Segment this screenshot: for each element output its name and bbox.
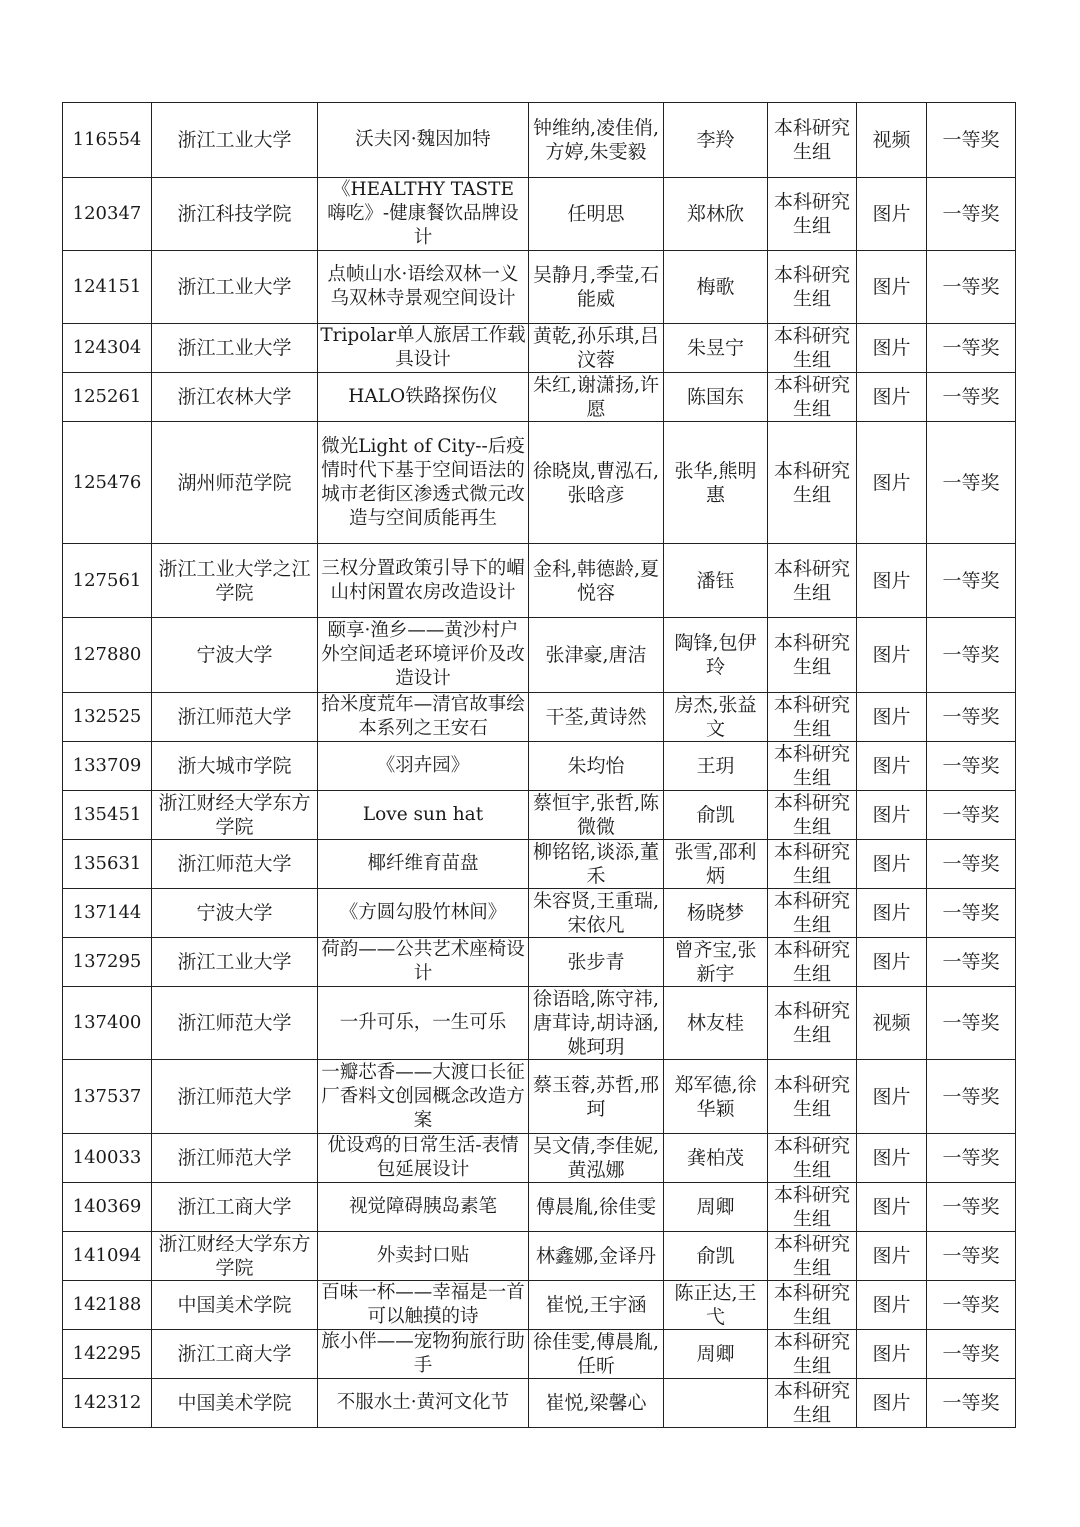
group-cell: 本科研究生组	[768, 987, 857, 1060]
work-title-cell: 椰纤维育苗盘	[318, 840, 529, 889]
advisor-cell: 陈正达,王弋	[664, 1281, 768, 1330]
award-cell: 一等奖	[927, 1183, 1016, 1232]
authors-cell: 任明思	[529, 178, 664, 251]
entry-id-cell: 135631	[63, 840, 152, 889]
table-row	[63, 742, 1016, 791]
group-cell: 本科研究生组	[768, 1281, 857, 1330]
work-type-cell: 图片	[857, 840, 927, 889]
work-type-cell: 图片	[857, 791, 927, 840]
work-title-cell: 沃夫冈·魏因加特	[318, 103, 529, 178]
award-cell: 一等奖	[927, 1281, 1016, 1330]
award-cell: 一等奖	[927, 251, 1016, 324]
school-cell: 湖州师范学院	[152, 422, 318, 544]
group-cell: 本科研究生组	[768, 1232, 857, 1281]
work-title-cell: 三权分置政策引导下的嵋山村闲置农房改造设计	[318, 544, 529, 618]
authors-cell: 张步青	[529, 938, 664, 987]
award-table	[62, 102, 1016, 1428]
school-cell: 浙江师范大学	[152, 840, 318, 889]
entry-id-cell: 142312	[63, 1379, 152, 1428]
work-type-cell: 图片	[857, 742, 927, 791]
award-cell: 一等奖	[927, 373, 1016, 422]
table-row	[63, 987, 1016, 1060]
award-cell: 一等奖	[927, 324, 1016, 373]
award-table-body	[63, 103, 1016, 1428]
work-type-cell: 图片	[857, 889, 927, 938]
award-cell: 一等奖	[927, 938, 1016, 987]
entry-id-cell: 142188	[63, 1281, 152, 1330]
entry-id-cell: 141094	[63, 1232, 152, 1281]
work-title-cell: 百味一杯——幸福是一首可以触摸的诗	[318, 1281, 529, 1330]
authors-cell: 崔悦,梁馨心	[529, 1379, 664, 1428]
advisor-cell: 林友桂	[664, 987, 768, 1060]
entry-id-cell: 142295	[63, 1330, 152, 1379]
advisor-cell: 王玥	[664, 742, 768, 791]
award-cell: 一等奖	[927, 987, 1016, 1060]
work-title-cell: Love sun hat	[318, 791, 529, 840]
school-cell: 浙江师范大学	[152, 987, 318, 1060]
authors-cell: 金科,韩德龄,夏悦容	[529, 544, 664, 618]
work-type-cell: 图片	[857, 693, 927, 742]
work-type-cell: 视频	[857, 103, 927, 178]
advisor-cell	[664, 1379, 768, 1428]
authors-cell: 林鑫娜,金译丹	[529, 1232, 664, 1281]
authors-cell: 徐晓岚,曹泓石,张晗彦	[529, 422, 664, 544]
work-title-cell: 微光Light of City--后疫情时代下基于空间语法的城市老街区渗透式微元改造与空间质能再生	[318, 422, 529, 544]
authors-cell: 干荃,黄诗然	[529, 693, 664, 742]
award-cell: 一等奖	[927, 618, 1016, 693]
work-title-cell: 拾米度荒年—清官故事绘本系列之王安石	[318, 693, 529, 742]
authors-cell: 张津豪,唐洁	[529, 618, 664, 693]
award-cell: 一等奖	[927, 742, 1016, 791]
award-list-page	[62, 102, 1016, 1428]
school-cell: 浙大城市学院	[152, 742, 318, 791]
group-cell: 本科研究生组	[768, 742, 857, 791]
award-cell: 一等奖	[927, 889, 1016, 938]
school-cell: 中国美术学院	[152, 1379, 318, 1428]
authors-cell: 朱均怡	[529, 742, 664, 791]
advisor-cell: 周卿	[664, 1183, 768, 1232]
entry-id-cell: 137537	[63, 1060, 152, 1134]
entry-id-cell: 125476	[63, 422, 152, 544]
advisor-cell: 李羚	[664, 103, 768, 178]
work-title-cell: 一升可乐，一生可乐	[318, 987, 529, 1060]
school-cell: 浙江工业大学	[152, 251, 318, 324]
authors-cell: 傅晨胤,徐佳雯	[529, 1183, 664, 1232]
table-row	[63, 373, 1016, 422]
advisor-cell: 潘钰	[664, 544, 768, 618]
table-row	[63, 1060, 1016, 1134]
advisor-cell: 俞凯	[664, 1232, 768, 1281]
work-title-cell: 点帧山水·语绘双林一义乌双林寺景观空间设计	[318, 251, 529, 324]
advisor-cell: 俞凯	[664, 791, 768, 840]
award-cell: 一等奖	[927, 178, 1016, 251]
group-cell: 本科研究生组	[768, 373, 857, 422]
entry-id-cell: 125261	[63, 373, 152, 422]
table-row	[63, 791, 1016, 840]
table-row	[63, 422, 1016, 544]
work-title-cell: 《方圆勾股竹林间》	[318, 889, 529, 938]
work-type-cell: 图片	[857, 618, 927, 693]
group-cell: 本科研究生组	[768, 693, 857, 742]
table-row	[63, 840, 1016, 889]
entry-id-cell: 133709	[63, 742, 152, 791]
award-cell: 一等奖	[927, 1330, 1016, 1379]
award-cell: 一等奖	[927, 422, 1016, 544]
advisor-cell: 房杰,张益文	[664, 693, 768, 742]
school-cell: 浙江科技学院	[152, 178, 318, 251]
work-type-cell: 图片	[857, 1232, 927, 1281]
school-cell: 浙江工业大学	[152, 938, 318, 987]
work-type-cell: 图片	[857, 1183, 927, 1232]
work-title-cell: 颐享·渔乡——黄沙村户外空间适老环境评价及改造设计	[318, 618, 529, 693]
authors-cell: 蔡玉蓉,苏哲,邢珂	[529, 1060, 664, 1134]
entry-id-cell: 127880	[63, 618, 152, 693]
group-cell: 本科研究生组	[768, 251, 857, 324]
table-row	[63, 1281, 1016, 1330]
table-row	[63, 103, 1016, 178]
group-cell: 本科研究生组	[768, 791, 857, 840]
group-cell: 本科研究生组	[768, 889, 857, 938]
table-row	[63, 544, 1016, 618]
advisor-cell: 陈国东	[664, 373, 768, 422]
entry-id-cell: 127561	[63, 544, 152, 618]
table-row	[63, 889, 1016, 938]
group-cell: 本科研究生组	[768, 1330, 857, 1379]
group-cell: 本科研究生组	[768, 544, 857, 618]
advisor-cell: 张华,熊明惠	[664, 422, 768, 544]
school-cell: 浙江工商大学	[152, 1183, 318, 1232]
work-type-cell: 图片	[857, 1134, 927, 1183]
entry-id-cell: 135451	[63, 791, 152, 840]
work-type-cell: 图片	[857, 1281, 927, 1330]
work-title-cell: HALO铁路探伤仪	[318, 373, 529, 422]
award-cell: 一等奖	[927, 1060, 1016, 1134]
award-cell: 一等奖	[927, 1379, 1016, 1428]
work-title-cell: 外卖封口贴	[318, 1232, 529, 1281]
school-cell: 浙江农林大学	[152, 373, 318, 422]
group-cell: 本科研究生组	[768, 178, 857, 251]
authors-cell: 黄乾,孙乐琪,吕汶蓉	[529, 324, 664, 373]
group-cell: 本科研究生组	[768, 938, 857, 987]
group-cell: 本科研究生组	[768, 840, 857, 889]
table-row	[63, 324, 1016, 373]
work-title-cell: 优设鸡的日常生活-表情包延展设计	[318, 1134, 529, 1183]
table-row	[63, 938, 1016, 987]
school-cell: 浙江工业大学之江学院	[152, 544, 318, 618]
group-cell: 本科研究生组	[768, 618, 857, 693]
group-cell: 本科研究生组	[768, 1183, 857, 1232]
table-row	[63, 1183, 1016, 1232]
work-title-cell: 《HEALTHY TASTE 嗨吃》-健康餐饮品牌设计	[318, 178, 529, 251]
authors-cell: 徐佳雯,傅晨胤,任昕	[529, 1330, 664, 1379]
advisor-cell: 周卿	[664, 1330, 768, 1379]
award-cell: 一等奖	[927, 1134, 1016, 1183]
authors-cell: 朱红,谢潇扬,许愿	[529, 373, 664, 422]
entry-id-cell: 137144	[63, 889, 152, 938]
group-cell: 本科研究生组	[768, 103, 857, 178]
school-cell: 浙江师范大学	[152, 1134, 318, 1183]
entry-id-cell: 137295	[63, 938, 152, 987]
school-cell: 浙江财经大学东方学院	[152, 1232, 318, 1281]
advisor-cell: 杨晓梦	[664, 889, 768, 938]
authors-cell: 朱容贤,王重瑞,宋依凡	[529, 889, 664, 938]
group-cell: 本科研究生组	[768, 1060, 857, 1134]
school-cell: 浙江财经大学东方学院	[152, 791, 318, 840]
work-title-cell: 荷韵——公共艺术座椅设计	[318, 938, 529, 987]
work-title-cell: 一瓣芯香——大渡口长征厂香料文创园概念改造方案	[318, 1060, 529, 1134]
work-type-cell: 图片	[857, 544, 927, 618]
advisor-cell: 郑林欣	[664, 178, 768, 251]
advisor-cell: 梅歌	[664, 251, 768, 324]
table-row	[63, 178, 1016, 251]
table-row	[63, 1330, 1016, 1379]
group-cell: 本科研究生组	[768, 1379, 857, 1428]
work-type-cell: 图片	[857, 1330, 927, 1379]
work-title-cell: Tripolar单人旅居工作载具设计	[318, 324, 529, 373]
entry-id-cell: 120347	[63, 178, 152, 251]
advisor-cell: 龚柏茂	[664, 1134, 768, 1183]
work-type-cell: 图片	[857, 178, 927, 251]
award-cell: 一等奖	[927, 840, 1016, 889]
school-cell: 宁波大学	[152, 889, 318, 938]
entry-id-cell: 132525	[63, 693, 152, 742]
advisor-cell: 曾齐宝,张新宇	[664, 938, 768, 987]
work-title-cell: 旅小伴——宠物狗旅行助手	[318, 1330, 529, 1379]
table-row	[63, 1232, 1016, 1281]
group-cell: 本科研究生组	[768, 422, 857, 544]
group-cell: 本科研究生组	[768, 1134, 857, 1183]
advisor-cell: 朱昱宁	[664, 324, 768, 373]
entry-id-cell: 116554	[63, 103, 152, 178]
work-title-cell: 视觉障碍胰岛素笔	[318, 1183, 529, 1232]
table-row	[63, 251, 1016, 324]
work-type-cell: 图片	[857, 1379, 927, 1428]
award-cell: 一等奖	[927, 103, 1016, 178]
school-cell: 宁波大学	[152, 618, 318, 693]
group-cell: 本科研究生组	[768, 324, 857, 373]
school-cell: 浙江工业大学	[152, 103, 318, 178]
entry-id-cell: 137400	[63, 987, 152, 1060]
entry-id-cell: 140033	[63, 1134, 152, 1183]
work-type-cell: 图片	[857, 251, 927, 324]
award-cell: 一等奖	[927, 693, 1016, 742]
work-type-cell: 视频	[857, 987, 927, 1060]
school-cell: 浙江工业大学	[152, 324, 318, 373]
table-row	[63, 1134, 1016, 1183]
school-cell: 中国美术学院	[152, 1281, 318, 1330]
advisor-cell: 郑军德,徐华颖	[664, 1060, 768, 1134]
table-row	[63, 618, 1016, 693]
school-cell: 浙江师范大学	[152, 1060, 318, 1134]
award-cell: 一等奖	[927, 544, 1016, 618]
school-cell: 浙江师范大学	[152, 693, 318, 742]
work-type-cell: 图片	[857, 422, 927, 544]
award-cell: 一等奖	[927, 1232, 1016, 1281]
authors-cell: 徐语晗,陈守祎,唐茸诗,胡诗涵,姚珂玥	[529, 987, 664, 1060]
advisor-cell: 张雪,邵利炳	[664, 840, 768, 889]
work-type-cell: 图片	[857, 324, 927, 373]
award-cell: 一等奖	[927, 791, 1016, 840]
school-cell: 浙江工商大学	[152, 1330, 318, 1379]
authors-cell: 吴文倩,李佳妮,黄泓娜	[529, 1134, 664, 1183]
authors-cell: 钟维纳,凌佳俏,方婷,朱雯毅	[529, 103, 664, 178]
authors-cell: 吴静月,季莹,石能威	[529, 251, 664, 324]
work-title-cell: 不服水土·黄河文化节	[318, 1379, 529, 1428]
table-row	[63, 1379, 1016, 1428]
authors-cell: 柳铭铭,谈添,董禾	[529, 840, 664, 889]
entry-id-cell: 124304	[63, 324, 152, 373]
work-type-cell: 图片	[857, 1060, 927, 1134]
work-type-cell: 图片	[857, 938, 927, 987]
work-title-cell: 《羽卉园》	[318, 742, 529, 791]
authors-cell: 崔悦,王宇涵	[529, 1281, 664, 1330]
work-type-cell: 图片	[857, 373, 927, 422]
authors-cell: 蔡恒宇,张哲,陈微微	[529, 791, 664, 840]
entry-id-cell: 124151	[63, 251, 152, 324]
advisor-cell: 陶锋,包伊玲	[664, 618, 768, 693]
table-row	[63, 693, 1016, 742]
entry-id-cell: 140369	[63, 1183, 152, 1232]
